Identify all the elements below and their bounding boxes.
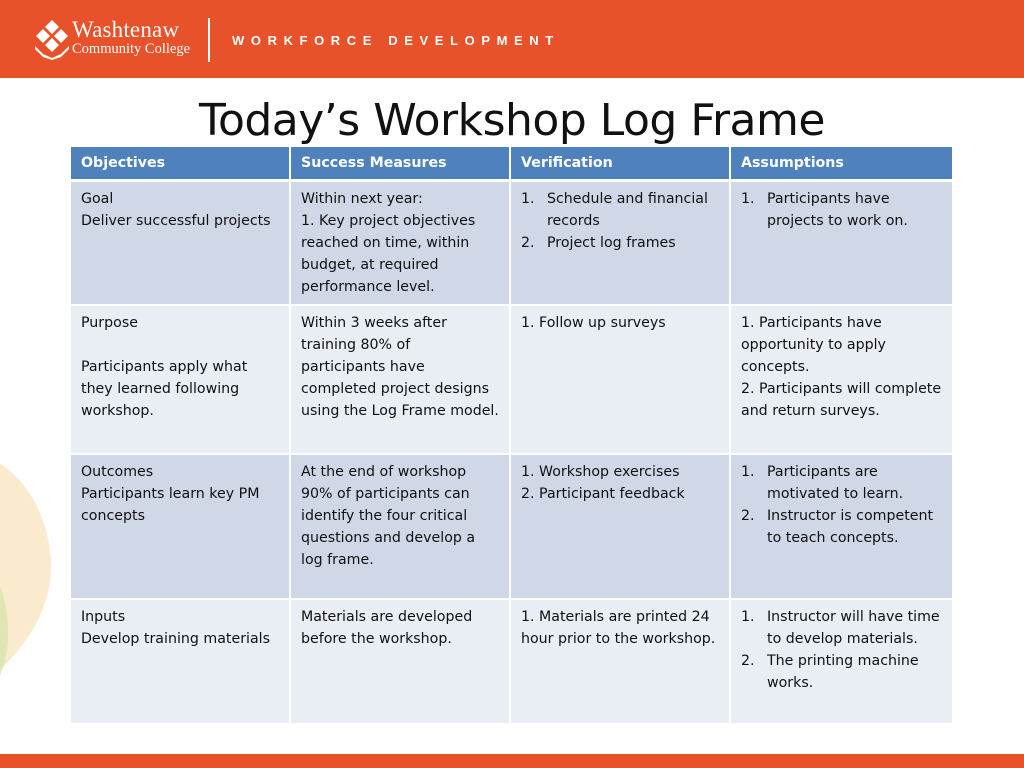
- table-header-row: [71, 147, 952, 182]
- cell-verification: [511, 600, 731, 725]
- list-item: [741, 461, 942, 505]
- cell-text: 1. Workshop exercises: [521, 464, 680, 480]
- list-number: 1.: [741, 464, 755, 480]
- column-header-objectives: Objectives: [71, 147, 291, 182]
- row-description: Deliver successful projects: [81, 213, 271, 229]
- list-text: Participants have projects to work on.: [767, 191, 908, 229]
- cell-success-measures: [291, 455, 511, 600]
- list-number: 1.: [521, 191, 535, 207]
- list-number: 2.: [521, 235, 535, 251]
- cell-verification: [511, 306, 731, 455]
- college-name: [72, 18, 190, 57]
- list-text: The printing machine works.: [767, 653, 919, 691]
- row-description: Develop training materials: [81, 631, 270, 647]
- list-item: [741, 505, 942, 549]
- numbered-list: [741, 606, 942, 694]
- list-item: [741, 650, 942, 694]
- cell-verification: [511, 182, 731, 306]
- cell-text: 2. Participants will complete and return surveys.: [741, 381, 942, 419]
- numbered-list: [741, 461, 942, 549]
- college-name-line1: Washtenaw: [72, 17, 180, 42]
- department-name: WORKFORCE DEVELOPMENT: [232, 33, 560, 48]
- college-logo-icon: [32, 18, 72, 60]
- column-header-success-measures: Success Measures: [291, 147, 511, 182]
- header-bar: [0, 0, 1024, 78]
- list-item: [741, 606, 942, 650]
- cell-objectives: [71, 306, 291, 455]
- cell-text: 1. Participants have opportunity to apply concepts.: [741, 315, 886, 375]
- list-text: Project log frames: [547, 235, 676, 251]
- row-label: Outcomes: [81, 464, 154, 480]
- page-title: Today’s Workshop Log Frame: [199, 95, 825, 146]
- cell-text: 1. Follow up surveys: [521, 315, 666, 331]
- column-header-assumptions: Assumptions: [731, 147, 952, 182]
- college-name-line2: Community College: [72, 41, 191, 57]
- list-item: [521, 188, 719, 232]
- list-number: 2.: [741, 508, 755, 524]
- table-row-goal: [71, 182, 952, 306]
- column-header-verification: Verification: [511, 147, 731, 182]
- cell-objectives: [71, 455, 291, 600]
- row-description: Participants learn key PM concepts: [81, 486, 260, 524]
- cell-verification: [511, 455, 731, 600]
- cell-assumptions: [731, 455, 952, 600]
- list-text: Instructor will have time to develop materials.: [767, 609, 940, 647]
- cell-text: Materials are developed before the workshop.: [301, 609, 473, 647]
- cell-success-measures: [291, 600, 511, 725]
- cell-assumptions: [731, 306, 952, 455]
- cell-objectives: [71, 600, 291, 725]
- list-number: 1.: [741, 609, 755, 625]
- list-number: 2.: [741, 653, 755, 669]
- numbered-list: [521, 188, 719, 254]
- cell-objectives: [71, 182, 291, 306]
- log-frame-table: [71, 147, 952, 725]
- table-row-purpose: [71, 306, 952, 455]
- list-text: Instructor is competent to teach concepts.: [767, 508, 934, 546]
- row-label: Inputs: [81, 609, 126, 625]
- list-number: 1.: [741, 191, 755, 207]
- cell-text: 1. Materials are printed 24 hour prior to the workshop.: [521, 609, 716, 647]
- cell-success-measures: [291, 306, 511, 455]
- cell-text: At the end of workshop 90% of participants can identify the four critical questions and develop a log frame.: [301, 464, 476, 568]
- row-label: Goal: [81, 191, 114, 207]
- list-text: Schedule and financial records: [547, 191, 708, 229]
- spacer: [81, 334, 279, 356]
- list-text: Participants are motivated to learn.: [767, 464, 904, 502]
- cell-assumptions: [731, 182, 952, 306]
- table-row-outcomes: [71, 455, 952, 600]
- row-label: Purpose: [81, 315, 138, 331]
- cell-text: 1. Key project objectives reached on time, within budget, at required performance level.: [301, 213, 476, 295]
- table-row-inputs: [71, 600, 952, 725]
- list-item: [521, 232, 719, 254]
- cell-text: Within next year:: [301, 191, 423, 207]
- header-divider: [208, 18, 210, 62]
- cell-text: Within 3 weeks after training 80% of participants have completed project designs using the Log Frame model.: [301, 315, 499, 419]
- cell-text: 2. Participant feedback: [521, 486, 685, 502]
- row-description: Participants apply what they learned following workshop.: [81, 359, 248, 419]
- numbered-list: [741, 188, 942, 232]
- cell-assumptions: [731, 600, 952, 725]
- cell-success-measures: [291, 182, 511, 306]
- footer-bar: [0, 754, 1024, 768]
- list-item: [741, 188, 942, 232]
